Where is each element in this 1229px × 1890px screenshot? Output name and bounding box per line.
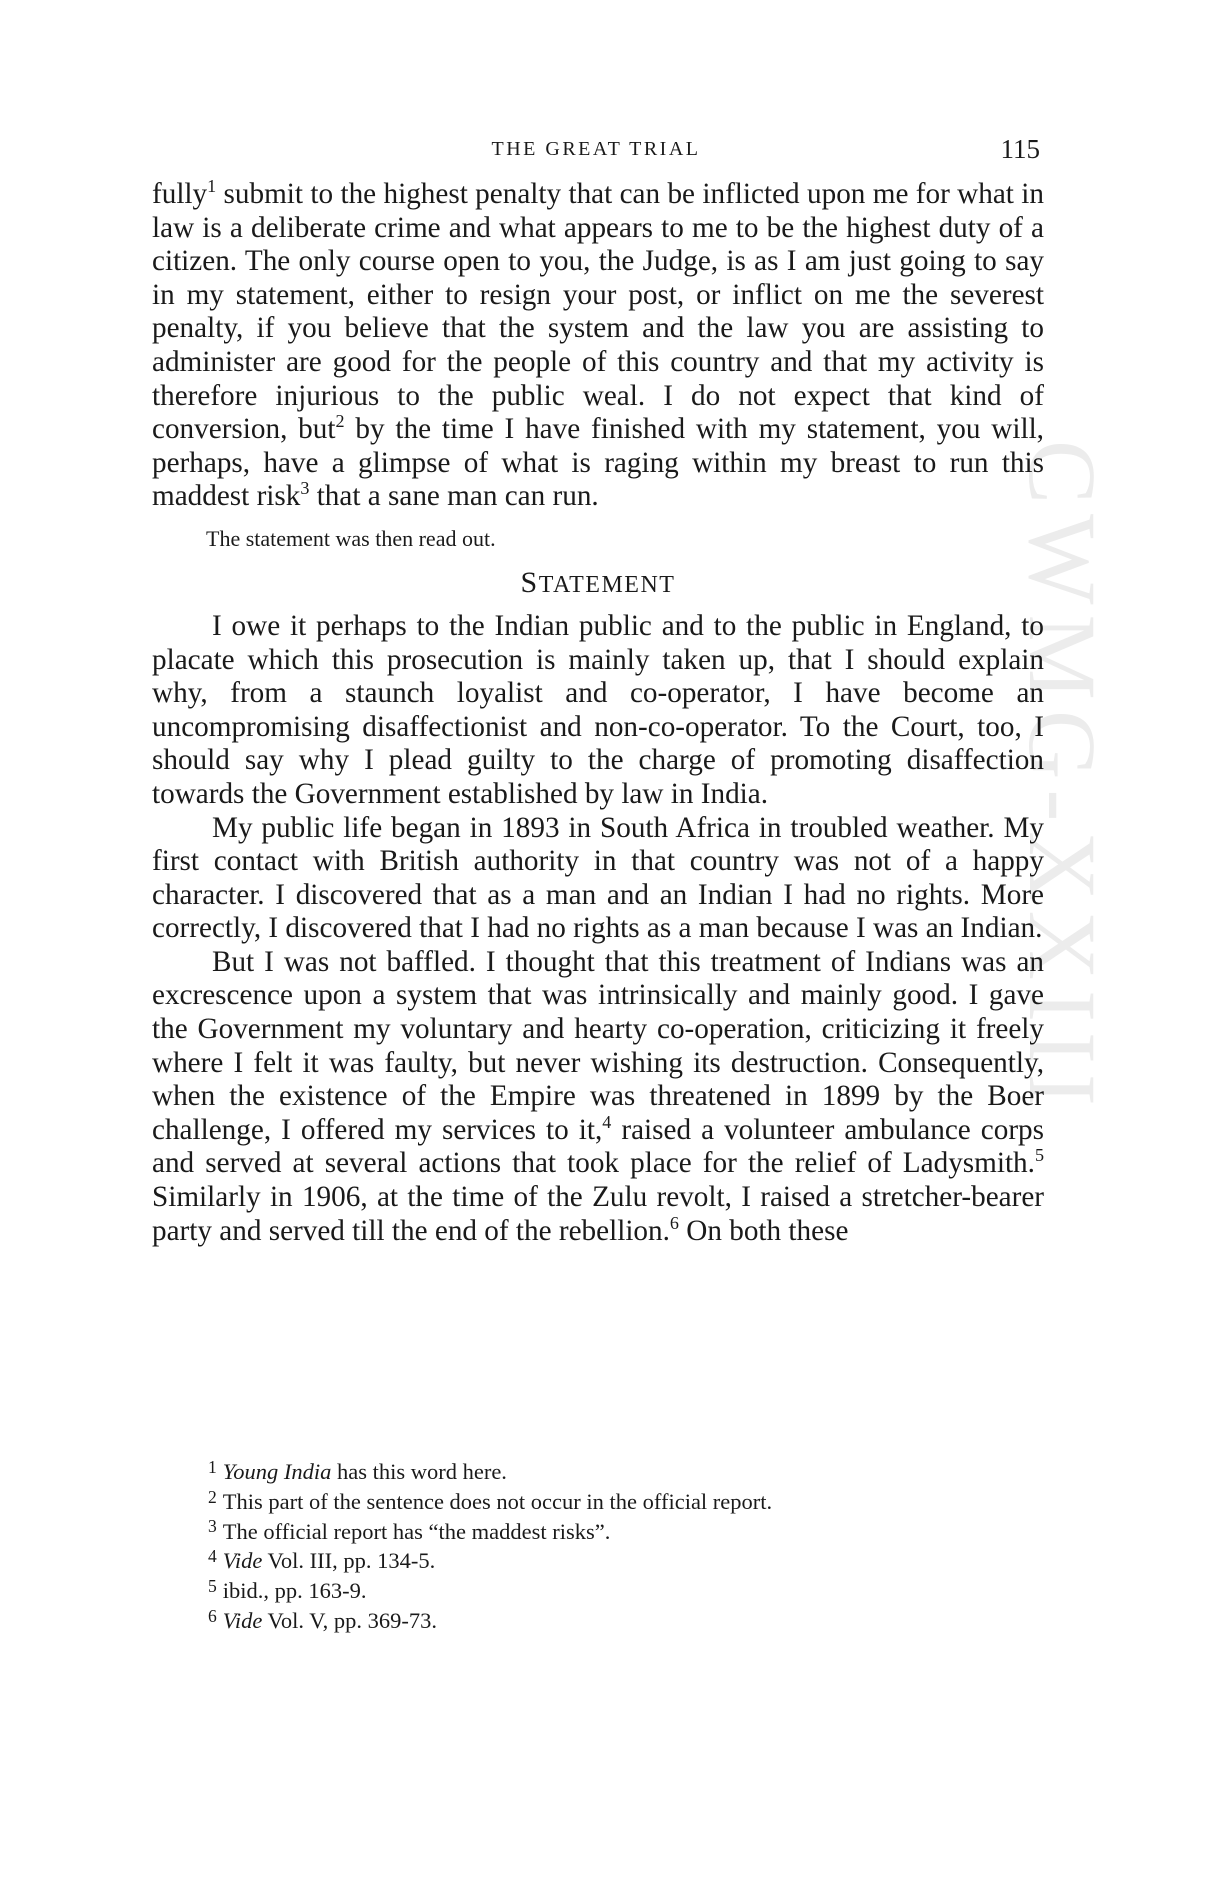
paragraph <box>152 946 1044 1248</box>
footnote-number: 2 <box>208 1486 217 1507</box>
text-run: raised a volunteer ambulance corps and served at several actions that took place for the relief of Ladysmith. <box>152 1113 1044 1180</box>
footnote-ref: 4 <box>602 1111 612 1132</box>
footnote-text: This part of the sentence does not occur in the official report. <box>222 1488 773 1514</box>
footnote-italic: Vide <box>222 1607 263 1633</box>
text-run: Similarly in 1906, at the time of the Zulu revolt, I raised a stretcher-bearer party and served till the end of the rebellion. <box>152 1181 1044 1247</box>
text-run: that a sane man can run. <box>309 480 599 513</box>
footnote-italic: Vide <box>222 1548 263 1574</box>
text-run: by the time I have finished with my statement, you will, perhaps, have a glimpse of what is raging within my breast to run this maddest risk <box>152 413 1044 513</box>
paragraph: My public life began in 1893 in South Africa in troubled weather. My first contact with British authority in that country was not of a happy character. I discovered that as a man and an Indian I had no rights. More correctly, I discovered that I had no rights as a man because I was an Indian. <box>152 811 1044 945</box>
footnote-number: 4 <box>208 1546 217 1567</box>
watermark: CWMG-XXIII <box>1009 440 1116 1116</box>
footnote-ref: 3 <box>300 478 310 499</box>
footnote-number: 5 <box>208 1576 217 1597</box>
footnote-text: Vol. III, pp. 134-5. <box>262 1548 436 1574</box>
footnote-number: 1 <box>208 1456 217 1477</box>
footnote <box>208 1576 1028 1606</box>
footnote-text: Vol. V, pp. 369-73. <box>262 1607 437 1633</box>
text-run: On both these <box>678 1214 849 1247</box>
footnote-number: 6 <box>208 1605 217 1626</box>
paragraph: I owe it perhaps to the Indian public and to the public in England, to placate which this prosecution is mainly taken up, that I should explain why, from a staunch loyalist and co-operator, I have become an uncompromising disaffectionist and non-co-operator. To the Court, too, I should say why I plead guilty to the charge of promoting disaffection towards the Government established by law in India. <box>152 609 1044 810</box>
footnotes <box>208 1457 1028 1636</box>
footnote-text: ibid., pp. 163-9. <box>222 1578 367 1604</box>
text-run: But I was not baffled. I thought that this treatment of Indians was an excrescence upon a system that was intrinsically and mainly good. I gave the Government my voluntary and hearty co-operation, criticizing it freely where I felt it was faulty, but never wishing its destruction. Consequently, when the existence of the Empire was threatened in 1899 by the Boer challenge, I offered my services to it, <box>152 945 1044 1146</box>
text-run: fully <box>152 178 208 210</box>
text-run: submit to the highest penalty that can be inflicted upon me for what in law is a deliberate crime and what appears to me to be the highest duty of a citizen. The only course open to you, the Judge, is as I am just going to say in my statement, either to resign your post, or inflict on me the severest penalty, if you believe that the system and the law you are assisting to administer are good for the people of this country and that my activity is therefore injurious to the public weal. I do not expect that kind of conversion, but <box>152 178 1044 446</box>
footnote <box>208 1546 1028 1576</box>
footnote-text: The official report has “the maddest risks”. <box>222 1518 611 1544</box>
footnote <box>208 1517 1028 1547</box>
footnote-ref: 1 <box>207 176 217 197</box>
footnote <box>208 1606 1028 1636</box>
running-title: THE GREAT TRIAL <box>491 138 701 160</box>
body-text <box>152 178 1044 1248</box>
heading-initial: S <box>520 565 539 599</box>
section-heading <box>152 565 1044 600</box>
footnote <box>208 1487 1028 1517</box>
footnote-text: has this word here. <box>331 1459 507 1484</box>
footnote-ref: 6 <box>669 1212 679 1233</box>
editorial-note: The statement was then read out. <box>206 525 496 551</box>
footnote-italic: Young India <box>222 1459 332 1484</box>
heading-rest: TATEMENT <box>538 571 676 598</box>
footnote-number: 3 <box>208 1516 217 1537</box>
footnote-ref: 5 <box>1034 1145 1044 1166</box>
page-number: 115 <box>1000 134 1040 164</box>
footnote-ref: 2 <box>335 411 345 432</box>
footnote <box>208 1457 1028 1487</box>
running-head <box>152 136 1040 170</box>
opening-paragraph <box>152 178 1044 514</box>
